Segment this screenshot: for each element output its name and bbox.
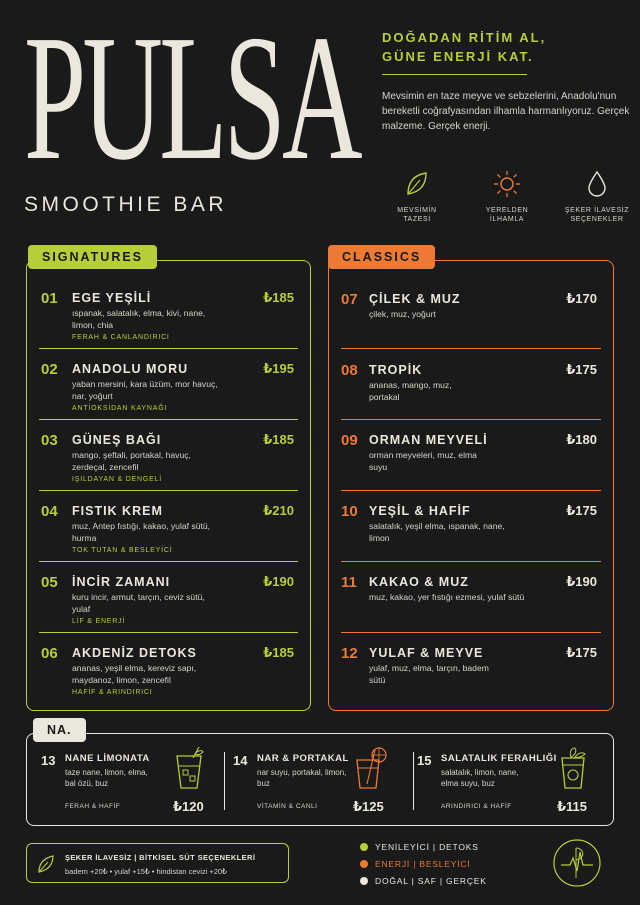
legend-item [360,875,487,892]
item-name: YEŞİL & HAFİF [369,504,471,518]
item-price: ₺190 [566,574,597,589]
signatures-panel [26,260,311,711]
divider [39,632,298,633]
note-milk-options: badem +20₺ • yulaf +15₺ • hindistan cevizi +20₺ [65,867,227,876]
na-menu-item[interactable] [27,734,223,827]
item-description: salatalık, yeşil elma, ıspanak, nane, limon [369,521,505,543]
item-price: ₺125 [353,799,384,814]
item-number: 03 [41,432,58,449]
item-tag: FERAH & CANLANDIRICI [72,334,170,341]
item-name: İNCİR ZAMANI [72,575,171,589]
item-price: ₺185 [263,645,294,660]
item-description: ıspanak, salatalık, elma, kivi, nane, limon, chia [72,308,206,330]
item-price: ₺115 [557,799,588,814]
feature-label-line2: İLHAMLA [489,216,525,223]
item-number: 09 [341,432,358,449]
divider [39,348,298,349]
item-number: 07 [341,291,358,308]
divider [341,490,601,491]
divider [341,632,601,633]
legend-item [360,841,487,858]
item-name: FISTIK KREM [72,504,163,518]
item-number: 12 [341,645,358,662]
tagline [382,28,632,66]
item-price: ₺190 [263,574,294,589]
tagline-rule [382,74,527,75]
item-name: EGE YEŞİLİ [72,291,152,305]
brand-subtitle: SMOOTHIE BAR [24,193,228,216]
item-name: SALATALIK FERAHLIĞI [441,753,557,764]
item-name: TROPİK [369,363,423,377]
feature-label-line1: YERELDEN [485,207,529,214]
item-number: 14 [233,753,248,768]
item-name: ANADOLU MORU [72,362,189,376]
feature-label-line2: SEÇENEKLER [570,216,624,223]
legend-label: YENİLEYİCİ | DETOKS [375,842,479,852]
item-number: 11 [341,574,357,591]
divider [341,419,601,420]
tagline-line-2: GÜNE ENERJİ KAT. [382,49,534,64]
item-number: 01 [41,290,58,307]
item-name: NAR & PORTAKAL [257,753,349,764]
feature-local [472,170,542,224]
item-price: ₺175 [566,645,597,660]
item-price: ₺210 [263,503,294,518]
item-description: muz, kakao, yer fıstığı ezmesi, yulaf sütü [369,592,525,602]
brand-block [24,0,359,216]
item-number: 02 [41,361,58,378]
item-number: 05 [41,574,58,591]
item-description: yaban mersini, kara üzüm, mor havuç, nar, yoğurt [72,379,218,401]
na-menu-item[interactable] [219,734,409,827]
item-name: ORMAN MEYVELİ [369,433,488,447]
item-name: YULAF & MEYVE [369,646,484,660]
drop-icon [585,170,609,198]
na-title: NA. [33,718,86,742]
legend-dot [360,860,368,868]
item-description: taze nane, limon, elma, bal özü, buz [65,768,148,788]
feature-label-line1: ŞEKER İLAVESİZ [564,207,630,214]
item-number: 13 [41,753,56,768]
item-number: 15 [417,753,432,768]
item-description: nar suyu, portakal, limon, buz [257,768,347,788]
legend-label: DOĞAL | SAF | GERÇEK [375,876,487,886]
item-name: GÜNEŞ BAĞI [72,433,162,447]
item-number: 10 [341,503,358,520]
signatures-title: SIGNATURES [28,245,157,269]
mint-glass-icon [173,746,205,790]
divider [341,561,601,562]
item-description: yulaf, muz, elma, tarçın, badem sütü [369,663,489,685]
divider [39,561,298,562]
item-tag: ARINDIRICI & HAFİF [441,803,512,810]
divider [39,490,298,491]
pulse-logo-icon [552,838,602,888]
classics-title: CLASSICS [328,245,435,269]
item-price: ₺120 [173,799,204,814]
item-tag: LİF & ENERJİ [72,618,126,625]
note-title: ŞEKER İLAVESİZ | BİTKİSEL SÜT SEÇENEKLERİ [65,853,256,862]
item-price: ₺180 [566,432,597,447]
item-price: ₺185 [263,290,294,305]
intro-text: Mevsimin en taze meyve ve sebzelerini, Anadolu'nun bereketli coğrafyasından ilhamla harmanlıyoruz. Gerçek malzeme. Gerçek enerji. [382,91,630,132]
brand-name: PULSA [24,0,359,197]
item-number: 06 [41,645,58,662]
item-description: muz, Antep fıstığı, kakao, yulaf sütü, hurma [72,521,211,543]
item-price: ₺175 [566,362,597,377]
legend-label: ENERJİ | BESLEYİCİ [375,859,471,869]
item-name: ÇİLEK & MUZ [369,292,461,306]
divider [39,419,298,420]
leaf-icon [404,170,430,198]
item-description: orman meyveleri, muz, elma suyu [369,450,477,472]
legend-item [360,858,487,875]
item-description: salatalık, limon, nane, elma suyu, buz [441,768,519,788]
item-tag: VİTAMİN & CANLI [257,803,318,810]
item-description: kuru incir, armut, tarçın, ceviz sütü, yulaf [72,592,205,614]
feature-seasonal [382,170,452,224]
item-description: ananas, yeşil elma, kereviz sapı, maydanoz, limon, zencefil [72,663,197,685]
divider [341,348,601,349]
item-name: NANE LİMONATA [65,753,150,764]
item-tag: IŞILDAYAN & DENGELİ [72,476,163,483]
feature-sugar-free [562,170,632,224]
item-tag: TOK TUTAN & BESLEYİCİ [72,547,173,554]
na-panel [26,733,614,826]
item-name: AKDENİZ DETOKS [72,646,197,660]
feature-label-line1: MEVSİMİN [397,207,437,214]
item-tag: FERAH & HAFİF [65,803,121,810]
legend [360,841,487,892]
item-number: 04 [41,503,58,520]
feature-label-line2: TAZESİ [403,216,431,223]
sun-icon [492,170,522,198]
item-price: ₺185 [263,432,294,447]
item-description: çilek, muz, yoğurt [369,309,436,319]
leaf-icon [37,854,55,874]
item-price: ₺175 [566,503,597,518]
orange-glass-icon [353,746,389,790]
na-menu-item[interactable] [403,734,615,827]
item-name: KAKAO & MUZ [369,575,469,589]
item-tag: ANTİOKSİDAN KAYNAĞI [72,405,168,412]
cucumber-glass-icon [557,746,589,790]
item-number: 08 [341,362,358,379]
tagline-line-1: DOĞADAN RİTİM AL, [382,30,547,45]
item-price: ₺170 [566,291,597,306]
item-description: mango, şeftali, portakal, havuç, zerdeçal, zencefil [72,450,191,472]
item-price: ₺195 [263,361,294,376]
options-note [26,843,289,883]
feature-list [382,170,632,224]
item-tag: HAFİF & ARINDIRICI [72,689,153,696]
item-description: ananas, mango, muz, portakal [369,380,452,402]
legend-dot [360,843,368,851]
legend-dot [360,877,368,885]
classics-panel [328,260,614,711]
